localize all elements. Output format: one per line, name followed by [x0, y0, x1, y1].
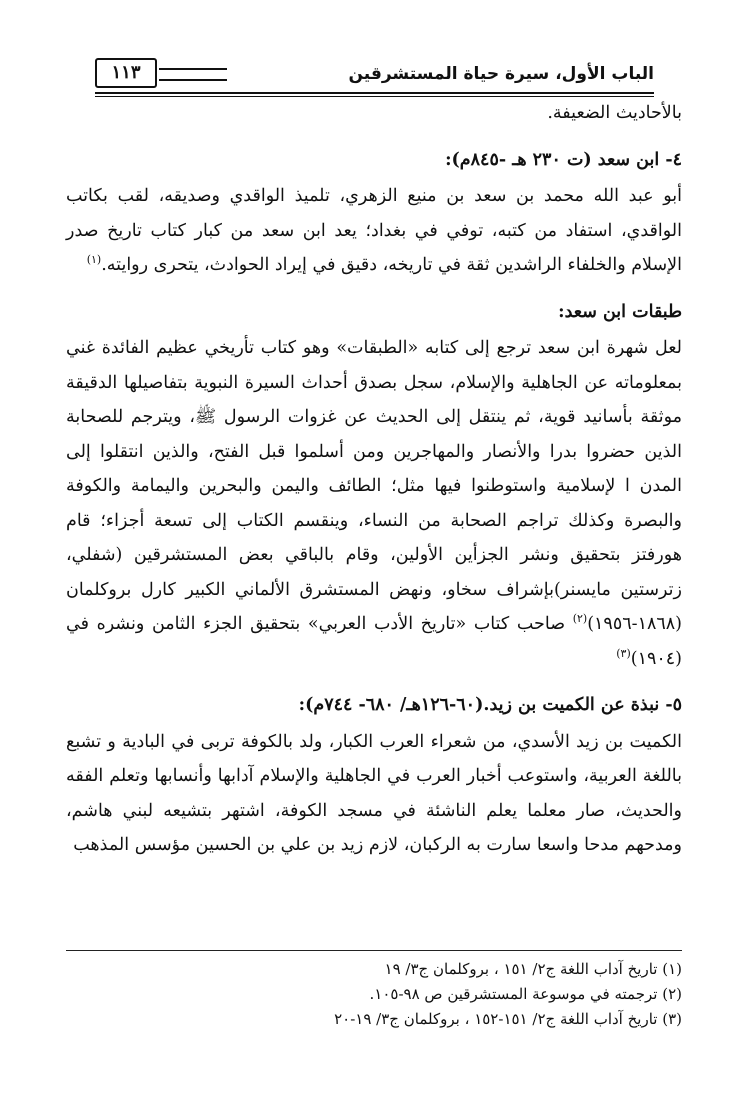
paragraph: [66, 331, 682, 676]
paragraph-text: صاحب كتاب «تاريخ الأدب العربي» بتحقيق الجزء الثامن ونشره في (١٩٠٤): [66, 614, 682, 669]
paragraph: بالأحاديث الضعيفة.: [547, 103, 682, 123]
footnote-ref: (٣): [616, 646, 631, 660]
header-ornament: [159, 68, 227, 81]
paragraph-text: لعل شهرة ابن سعد ترجع إلى كتابه «الطبقات» وهو كتاب تأريخي عظيم الفائدة غني بمعلوماته عن الجاهلية والإسلام، سجل بصدق أحداث السيرة النبوية بتفاصيلها الدقيقة موثقة بأسانيد قوية، ثم ينتقل إلى الحديث عن غزوات الرسول ﷺ، ويترجم للصحابة الذين حضروا بدرا والأنصار والمهاجرين ومن أسلموا قبل الفتح، والذين انتقلوا إلى المدن ا لإسلامية واستوطنوا فيها مثل؛ الطائف واليمن والبحرين واليمامة والكوفة والبصرة وكذلك تراجم الصحابة من النساء، وينقسم الكتاب إلى تسعة أجزاء؛ قام هورفتز بتحقيق ونشر الجزأين الأولين، وقام بالباقي بعض المستشرقين (شفلي، زترستين مايسنر)بإشراف سخاو، ونهض المستشرق الألماني الكبير كارل بروكلمان (١٨٦٨-١٩٥٦): [66, 338, 682, 634]
running-header: [95, 58, 654, 94]
paragraph-text: أبو عبد الله محمد بن سعد بن منيع الزهري، تلميذ الواقدي وصديقه، لقب بكاتب الواقدي، استفاد من كتبه، توفي في بغداد؛ يعد ابن سعد من كبار كتاب تاريخ صدر الإسلام والخلفاء الراشدين ثقة في تاريخه، دقيق في إيراد الحوادث، يتحرى روايته.: [66, 186, 682, 275]
chapter-title: الباب الأول، سيرة حياة المستشرقين: [348, 64, 654, 84]
page-body: [66, 96, 682, 863]
paragraph: الكميت بن زيد الأسدي، من شعراء العرب الكبار، ولد بالكوفة تربى في البادية و تشبع باللغة العربية، واستوعب أخبار العرب في الجاهلية والإسلام آدابها وأنسابها وتعلم الفقه والحديث، صار معلما يعلم الناشئة في مسجد الكوفة، اشتهر بتشيعه لبني هاشم، ومدحهم مدحا واسعا سارت به الركبان، لازم زيد بن علي بن الحسين مؤسس المذهب: [66, 731, 682, 855]
section-heading: ٥- نبذة عن الكميت بن زيد.(٦٠-١٢٦هـ/ ٦٨٠- ٧٤٤م):: [298, 695, 682, 715]
section-heading: ٤- ابن سعد (ت ٢٣٠ هـ -٨٤٥م):: [445, 149, 682, 170]
footnote: (١) تاريخ آداب اللغة ج٢/ ١٥١ ، بروكلمان ج٣/ ١٩: [384, 960, 682, 978]
footnote: (٢) ترجمته في موسوعة المستشرقين ص ٩٨-١٠٥.: [369, 985, 682, 1003]
footnotes: [66, 950, 682, 1032]
page-number: ١١٣: [95, 58, 157, 88]
paragraph: [66, 179, 682, 283]
header-rule: [95, 92, 654, 94]
footnote: (٣) تاريخ آداب اللغة ج٢/ ١٥١-١٥٢ ، بروكلمان ج٣/ ١٩-٢٠: [334, 1010, 682, 1028]
footnote-ref: (١): [86, 253, 102, 267]
subsection-heading: طبقات ابن سعد:: [558, 301, 682, 322]
footnote-ref: (٢): [572, 612, 588, 626]
